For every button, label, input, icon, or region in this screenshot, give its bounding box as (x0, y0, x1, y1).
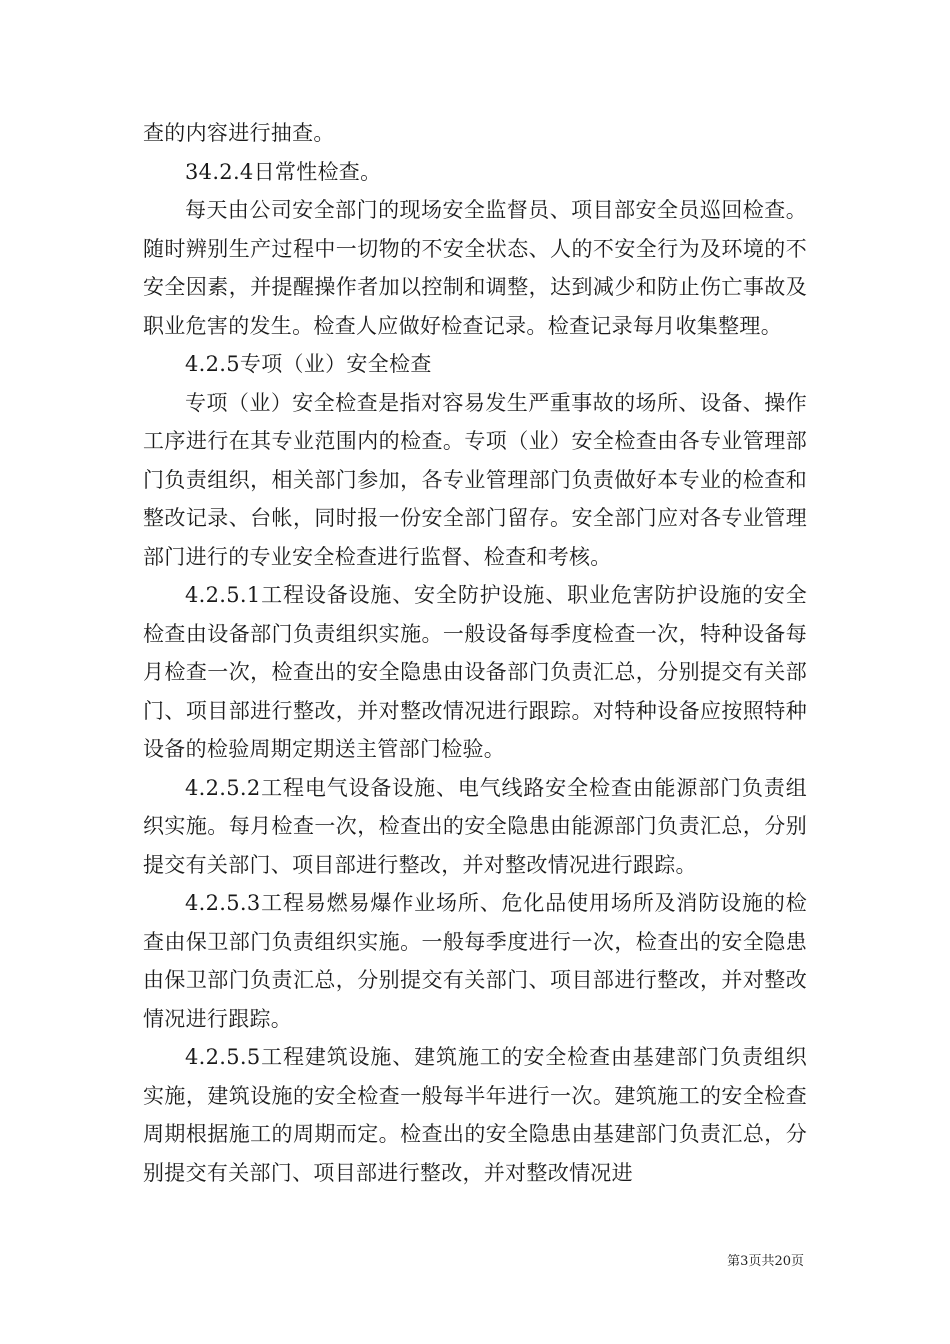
paragraph-4-2-5-5: 4.2.5.5工程建筑设施、建筑施工的安全检查由基建部门负责组织实施，建筑设施的安全检查一般每半年进行一次。建筑施工的安全检查周期根据施工的周期而定。检查出的安全隐患由基建部门负责汇总，分别提交有关部门、项目部进行整改，并对整改情况进 (143, 1045, 807, 1185)
page-number: 第3页共20页 (727, 1254, 804, 1269)
paragraph-special-inspection: 专项（业）安全检查是指对容易发生严重事故的场所、设备、操作工序进行在其专业范围内的检查。专项（业）安全检查由各专业管理部门负责组织，相关部门参加，各专业管理部门负责做好本专业的检查和整改记录、台帐，同时报一份安全部门留存。安全部门应对各专业管理部门进行的专业安全检查进行监督、检查和考核。 (143, 390, 807, 569)
paragraph-4-2-5-1: 4.2.5.1工程设备设施、安全防护设施、职业危害防护设施的安全检查由设备部门负责组织实施。一般设备每季度检查一次，特种设备每月检查一次，检查出的安全隐患由设备部门负责汇总，分别提交有关部门、项目部进行整改，并对整改情况进行跟踪。对特种设备应按照特种设备的检验周期定期送主管部门检验。 (143, 583, 807, 761)
paragraph-continuation: 查的内容进行抽查。 (143, 121, 335, 145)
paragraph-4-2-5-2: 4.2.5.2工程电气设备设施、电气线路安全检查由能源部门负责组织实施。每月检查一次，检查出的安全隐患由能源部门负责汇总，分别提交有关部门、项目部进行整改，并对整改情况进行跟踪。 (143, 775, 807, 877)
section-heading-special-inspection: 4.2.5专项（业）安全检查 (185, 352, 432, 376)
section-heading-daily-inspection: 34.2.4日常性检查。 (185, 159, 382, 184)
paragraph-daily-inspection: 每天由公司安全部门的现场安全监督员、项目部安全员巡回检查。随时辨别生产过程中一切物的不安全状态、人的不安全行为及环境的不安全因素，并提醒操作者加以控制和调整，达到减少和防止伤亡事故及职业危害的发生。检查人应做好检查记录。检查记录每月收集整理。 (143, 198, 807, 338)
paragraph-4-2-5-3: 4.2.5.3工程易燃易爆作业场所、危化品使用场所及消防设施的检查由保卫部门负责组织实施。一般每季度进行一次，检查出的安全隐患由保卫部门负责汇总，分别提交有关部门、项目部进行整改，并对整改情况进行跟踪。 (143, 891, 807, 1031)
document-body (143, 114, 807, 1192)
